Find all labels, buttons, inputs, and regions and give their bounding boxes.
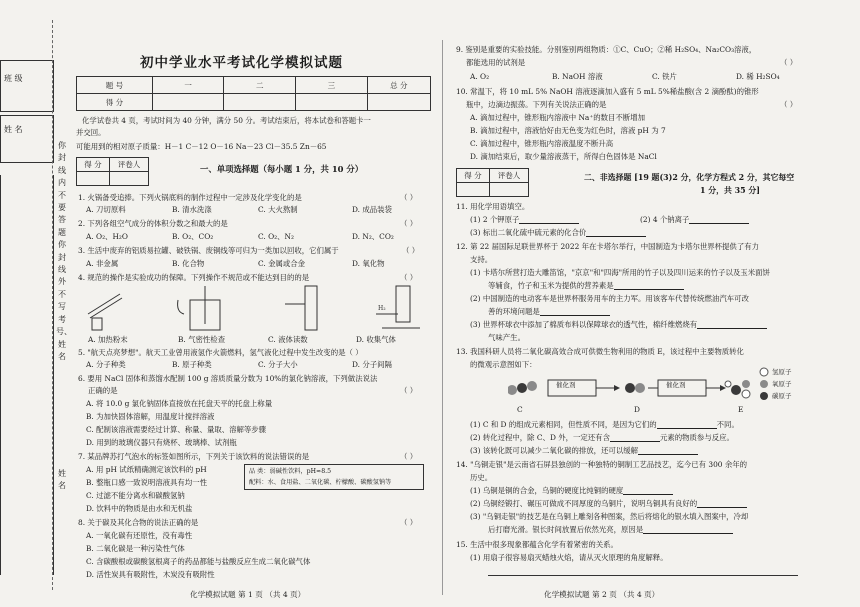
score-header: 总 分 bbox=[367, 77, 430, 94]
grader-score-label: 得 分 bbox=[77, 158, 110, 172]
test-tube-icon bbox=[88, 294, 120, 314]
section-heading-1: 一、单项选择题（每小题 1 分，共 10 分） bbox=[200, 164, 364, 174]
page-footer: 化学模拟试题 第 1 页 （共 4 页） bbox=[190, 590, 306, 599]
option: A. 滴加过程中，锥形瓶内溶液中 Na⁺的数目不断增加 bbox=[470, 113, 645, 122]
section-heading-2: 二、非选择题 [19 题(3)2 分，化学方程式 2 分，其它每空 bbox=[584, 173, 795, 182]
sub-question: (3) 标出二氧化硫中硫元素的化合价 bbox=[470, 228, 646, 237]
question-stem: 10. 常温下，将 10 mL 5% NaOH 溶液逐滴加入盛有 5 mL 5%稀盐酸(含 2 滴酚酞)的锥形 bbox=[456, 87, 759, 96]
class-box bbox=[0, 60, 54, 112]
option: A. 非金属 bbox=[86, 259, 119, 268]
sub-question: (1) 卡塔尔所营打造大雕笛馆，"京京"和"四海"所用的竹子以及四川运来的竹子以及玉米面饼 bbox=[470, 268, 770, 277]
option: A. 一氧化碳有还原性，没有毒性 bbox=[86, 531, 193, 540]
intro-line: 并交回。 bbox=[76, 128, 106, 137]
sub-question: (3) 世界杯球衣中添加了棉质布料以保障球衣的透气性，棉纤维燃烧有 bbox=[470, 320, 767, 329]
question-stem: 3. 生活中废弃的铝质易拉罐、破铁锅、废铜线等可归为一类加以回收，它们属于 bbox=[78, 246, 339, 255]
answer-paren: （ ） bbox=[400, 219, 418, 228]
legend-icons bbox=[758, 366, 770, 406]
molecule-label: E bbox=[738, 405, 744, 414]
option: B. 清水洗涤 bbox=[172, 205, 212, 214]
legend-label: 碳原子 bbox=[772, 392, 792, 400]
option: A. O₂、H₂O bbox=[86, 232, 128, 241]
class-label: 班 级 bbox=[4, 74, 23, 83]
option: D. 成品装袋 bbox=[352, 205, 392, 214]
sub-question: (1) 乌铜是铜的合金，乌铜的硬度比纯铜的硬度 bbox=[470, 486, 673, 495]
option: A. 将 10.0 g 氯化钠固体直接放在托盘天平的托盘上称量 bbox=[86, 399, 273, 408]
page-title: 初中学业水平考试化学模拟试题 bbox=[140, 55, 343, 71]
option: C. 金属或合金 bbox=[258, 259, 306, 268]
answer-line bbox=[488, 575, 798, 576]
legend-label: 氢原子 bbox=[772, 368, 792, 376]
catalyst-label: 催化剂 bbox=[556, 381, 576, 389]
sub-question: (3) 该转化既可以减少二氧化碳的排放，还可以缓解 bbox=[470, 446, 698, 455]
score-table bbox=[76, 76, 431, 111]
answer-paren: （ ） bbox=[780, 100, 798, 109]
question-stem-cont: 历史。 bbox=[470, 473, 493, 482]
option: C. 过滤不能分离水和碳酸氢钠 bbox=[86, 491, 185, 500]
option: B. 整瓶口感一致说明溶液具有均一性 bbox=[86, 478, 207, 487]
sub-question: (1) C 和 D 的组成元素相同，但性质不同，是因为它们的 不同。 bbox=[470, 420, 739, 429]
name-label: 姓 名 bbox=[4, 125, 23, 134]
left-margin-frame bbox=[0, 175, 54, 575]
sub-question: (2) 中国制造的电动客车是世界杯服务用车的主力军。用该客车代替传统燃油汽车可改 bbox=[470, 294, 749, 303]
sub-question: (1) 2 个钾原子 bbox=[470, 215, 579, 224]
question-stem: 12. 第 22 届国际足联世界杯于 2022 年在卡塔尔举行，中国制造为卡塔尔世界杯提供了有力 bbox=[456, 242, 759, 251]
answer-paren: （ ） bbox=[400, 518, 418, 527]
question-stem: 9. 鉴别是重要的实验技能。分别鉴别两组物质：①C、CuO；②稀 H₂SO₄、Na₂CO₃溶液， bbox=[456, 45, 757, 54]
option: B. 原子种类 bbox=[172, 360, 212, 369]
legend-label: 氧原子 bbox=[772, 380, 792, 388]
molecule-e bbox=[725, 380, 750, 398]
hand-icon bbox=[178, 300, 184, 314]
score-cell bbox=[296, 94, 368, 111]
sub-question: (1) 用扇子很容易扇灭蜡烛火焰，请从灭火原理的角度解释。 bbox=[470, 553, 668, 562]
question-stem: 1. 火锅备受追捧。下列火锅底料的制作过程中一定涉及化学变化的是 bbox=[78, 193, 302, 202]
section-heading-2-cont: 1 分，共 35 分] bbox=[700, 186, 761, 195]
catalyst-label: 催化剂 bbox=[666, 381, 686, 389]
question-stem: 15. 生活中很多现象都蕴含化学有着紧密的关系。 bbox=[456, 540, 618, 549]
option: B. NaOH 溶液 bbox=[552, 72, 603, 81]
sub-question: (2) 4 个钠离子 bbox=[640, 215, 749, 224]
question-stem: 4. 规范的操作是实验成功的保障。下列操作不规范或不能达到目的的是 bbox=[78, 273, 310, 282]
option: C. 分子大小 bbox=[258, 360, 298, 369]
question-stem: 8. 关于碳及其化合物的说法正确的是 bbox=[78, 518, 199, 527]
page-divider bbox=[442, 40, 443, 595]
question-stem: 6. 要用 NaCl 固体和蒸馏水配制 100 g 溶质质量分数为 10%的氯化钠溶液，下列做法说法 bbox=[78, 374, 378, 383]
seal-line-text: 你封线内不要答题你封线外不写考号、姓名 bbox=[56, 141, 72, 361]
page-footer: 化学模拟试题 第 2 页 （共 4 页） bbox=[544, 590, 660, 599]
score-header: 三 bbox=[296, 77, 368, 94]
option: B. 二氧化碳是一种污染性气体 bbox=[86, 544, 185, 553]
option: B. 滴加过程中，溶液恰好由无色变为红色时，溶液 pH 为 7 bbox=[470, 126, 666, 135]
score-cell bbox=[224, 94, 296, 111]
answer-paren: （ ） bbox=[400, 273, 418, 282]
option: C. 大火熬制 bbox=[258, 205, 298, 214]
lab-apparatus-figure bbox=[80, 284, 440, 332]
option: D. 滴加结束后，取少量溶液蒸干，所得白色固体是 NaCl bbox=[470, 152, 657, 161]
answer-paren: （ ） bbox=[400, 452, 418, 461]
question-stem: 7. 某品牌苏打气泡水的标签如图所示，下列关于该饮料的说法错误的是 bbox=[78, 452, 310, 461]
sub-question: (3) "乌铜走银"的技艺是在乌铜上雕刻各种图案，然后将熔化的银水填入图案中，冷却 bbox=[470, 512, 749, 521]
question-stem-cont: 的微观示意图如下： bbox=[470, 360, 537, 369]
option: D. 饮料中的物质是由水和无机盐 bbox=[86, 504, 193, 513]
grader-table bbox=[76, 157, 149, 186]
option: D. 收集气体 bbox=[356, 335, 396, 344]
score-header: 二 bbox=[224, 77, 296, 94]
option: C. 滴加过程中，锥形瓶内溶液温度不断升高 bbox=[470, 139, 614, 148]
score-cell bbox=[367, 94, 430, 111]
carbon-atom-icon bbox=[760, 392, 768, 400]
option: D. 分子间隔 bbox=[352, 360, 392, 369]
answer-paren: （ ） bbox=[780, 58, 798, 67]
question-stem: 5. "航天点亮梦想"。航天工业曾用液氢作火箭燃料，氢气液化过程中发生改变的是（ ） bbox=[78, 348, 363, 357]
question-stem-cont: 正确的是 bbox=[88, 386, 118, 395]
answer-paren: （ ） bbox=[400, 386, 418, 395]
molecule-d bbox=[625, 383, 645, 393]
answer-paren: （ ） bbox=[400, 193, 418, 202]
question-stem-cont: 瓶中，边滴边振荡。下列有关说法正确的是 bbox=[466, 100, 607, 109]
molecule-c bbox=[508, 381, 537, 395]
sub-question-cont: 气味产生。 bbox=[488, 333, 525, 342]
question-stem: 11. 用化学用语填空。 bbox=[456, 202, 530, 211]
option: A. 分子种类 bbox=[86, 360, 126, 369]
option: B. O₂、CO₂ bbox=[172, 232, 214, 241]
sub-question: (2) 乌铜经锻打、碾压可做成不同厚度的乌铜片，说明乌铜具有良好的 bbox=[470, 499, 747, 508]
option: C. 铁片 bbox=[652, 72, 677, 81]
option: D. N₂、CO₂ bbox=[352, 232, 394, 241]
option: A. 刀切原料 bbox=[86, 205, 126, 214]
label-line: 配料：水、食用盐、二氧化碳、柠檬酸、碳酸氢钠等 bbox=[249, 479, 392, 486]
option: A. 用 pH 试纸精确测定该饮料的 pH bbox=[86, 465, 207, 474]
option: D. 用到的玻璃仪器只有烧杯、玻璃棒、试剂瓶 bbox=[86, 438, 237, 447]
score-header: 一 bbox=[152, 77, 224, 94]
option: C. 含碳酸根或碳酸氢根离子的药品都能与盐酸反应生成二氧化碳气体 bbox=[86, 557, 311, 566]
hydrogen-atom-icon bbox=[760, 368, 768, 376]
question-stem: 13. 我国科研人员将二氧化碳高效合成可供微生物利用的物质 E，该过程中主要物质转化 bbox=[456, 347, 744, 356]
question-stem: 14. "乌铜走银"是云南省石屏县独创的一种独特的铜制工艺品技艺，迄今已有 300 余年的 bbox=[456, 460, 747, 469]
gas-bottle-icon bbox=[396, 286, 410, 322]
option: C. 液体读数 bbox=[268, 335, 308, 344]
score-header: 题 号 bbox=[77, 77, 153, 94]
option: A. O₂ bbox=[470, 72, 490, 81]
molecule-label: C bbox=[517, 405, 523, 414]
grader-name-label: 评卷人 bbox=[490, 169, 529, 183]
option: A. 加热粉末 bbox=[88, 335, 128, 344]
grader-table bbox=[456, 168, 529, 197]
option: D. 氧化物 bbox=[352, 259, 385, 268]
side-name-label: 姓名 bbox=[58, 469, 66, 490]
h2-label: H₂ bbox=[378, 305, 386, 312]
atomic-mass-line: 可能用到的相对原子质量：H－1 C－12 O－16 Na－23 Cl－35.5 Zn－65 bbox=[76, 142, 327, 151]
question-stem-cont: 支持。 bbox=[470, 255, 493, 264]
option: C. O₂、N₂ bbox=[258, 232, 294, 241]
molecule-label: D bbox=[634, 405, 640, 414]
product-label-box bbox=[244, 464, 424, 490]
alcohol-lamp-icon bbox=[92, 318, 102, 330]
option: B. 气密性检查 bbox=[178, 335, 226, 344]
name-box bbox=[0, 115, 54, 163]
oxygen-atom-icon bbox=[760, 380, 768, 388]
score-cell: 得 分 bbox=[77, 94, 153, 111]
label-line: 品 类：弱碱性饮料，pH≈8.5 bbox=[249, 468, 332, 475]
option: B. 为加快固体溶解，用温度计搅拌溶液 bbox=[86, 412, 215, 421]
measuring-cylinder-icon bbox=[305, 286, 317, 330]
option: B. 化合物 bbox=[172, 259, 205, 268]
grader-score-label: 得 分 bbox=[457, 169, 490, 183]
intro-line: 化学试卷共 4 页，考试时间为 40 分钟，满分 50 分。考试结束后，将本试卷和答题卡一 bbox=[82, 116, 371, 125]
sub-question-cont: 后打磨光滑。银长时间放置后依然光亮，原因是 bbox=[488, 525, 733, 534]
grader-name-label: 评卷人 bbox=[110, 158, 149, 172]
option: C. 配制该溶液需要经过计算、称量、量取、溶解等步骤 bbox=[86, 425, 267, 434]
option: D. 活性炭具有吸附性，木炭没有吸附性 bbox=[86, 570, 215, 579]
question-stem-cont: 都能选用的试剂是 bbox=[466, 58, 526, 67]
sub-question-cont: 善的环境问题是 bbox=[488, 307, 610, 316]
answer-paren: （ ） bbox=[402, 246, 420, 255]
sub-question: (2) 转化过程中，除 C、D 外，一定还有含 元素的物质参与反应。 bbox=[470, 433, 734, 442]
option: D. 稀 H₂SO₄ bbox=[736, 72, 780, 81]
question-stem: 2. 下列各组空气成分的体积分数之和最大的是 bbox=[78, 219, 228, 228]
sub-question-cont: 等辅食，竹子和玉米为提供的营养素是 bbox=[488, 281, 684, 290]
score-cell bbox=[152, 94, 224, 111]
